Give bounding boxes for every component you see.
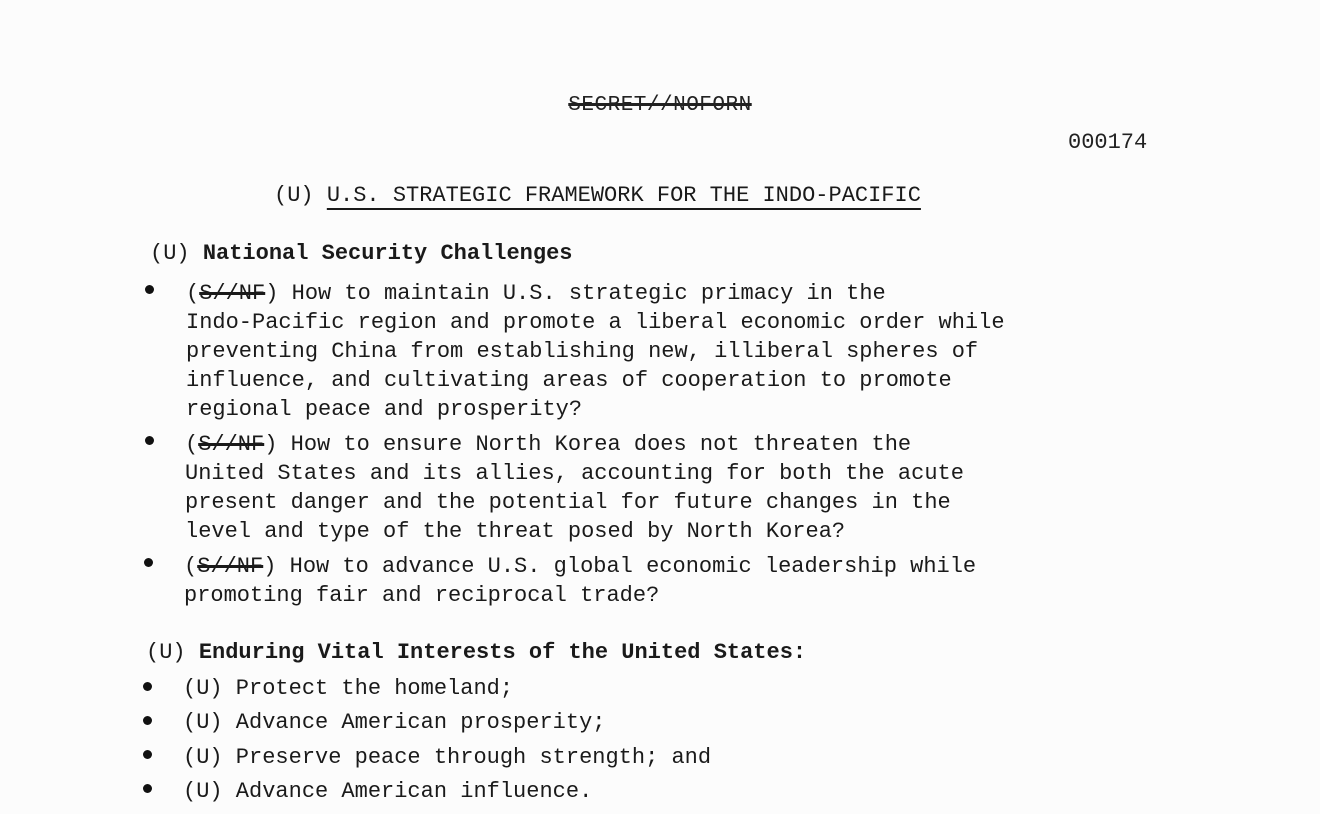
- challenges-heading-text: National Security Challenges: [202, 241, 573, 266]
- challenge-line: United States and its allies, accounting for both the acute: [185, 461, 964, 486]
- challenge-line: preventing China from establishing new, illiberal spheres of: [186, 339, 979, 364]
- challenge-item-1: [186, 279, 1005, 424]
- challenge-line: regional peace and prosperity?: [186, 397, 583, 422]
- title-marking: (U): [274, 183, 314, 208]
- challenges-heading-marking: (U): [150, 241, 190, 266]
- paren-close: ): [264, 432, 278, 457]
- paren-open: (: [184, 554, 198, 579]
- paren-open: (: [186, 281, 200, 306]
- challenge-item-3: [184, 552, 976, 610]
- classification-portion-marking: S//NF: [198, 432, 265, 457]
- bullet-icon: [144, 558, 153, 567]
- bullet-icon: [145, 285, 154, 294]
- interests-heading: [146, 640, 806, 665]
- interest-item-3: (U) Preserve peace through strength; and: [183, 745, 712, 770]
- challenge-line: How to advance U.S. global economic leadership while: [276, 554, 977, 579]
- classification-portion-marking: S//NF: [197, 554, 264, 579]
- challenge-line: promoting fair and reciprocal trade?: [184, 583, 660, 608]
- challenge-line: Indo-Pacific region and promote a liberal economic order while: [186, 310, 1005, 335]
- challenges-heading: [150, 241, 572, 266]
- classification-portion-marking: S//NF: [199, 281, 266, 306]
- interest-item-4: (U) Advance American influence.: [183, 779, 593, 804]
- challenge-line: influence, and cultivating areas of cooperation to promote: [186, 368, 952, 393]
- challenge-line: level and type of the threat posed by North Korea?: [185, 519, 846, 544]
- paren-close: ): [265, 281, 279, 306]
- interest-item-2: (U) Advance American prosperity;: [183, 710, 606, 735]
- document-number: 000174: [1068, 130, 1148, 155]
- bullet-icon: [143, 716, 152, 725]
- interests-heading-text: Enduring Vital Interests of the United States:: [198, 640, 807, 665]
- paren-open: (: [185, 432, 199, 457]
- challenge-line: present danger and the potential for future changes in the: [185, 490, 951, 515]
- classification-marking: SECRET//NOFORN: [568, 94, 752, 117]
- interests-heading-marking: (U): [146, 640, 186, 665]
- bullet-icon: [143, 750, 152, 759]
- challenge-line: How to ensure North Korea does not threaten the: [277, 432, 912, 457]
- paren-close: ): [263, 554, 277, 579]
- challenge-line: How to maintain U.S. strategic primacy in the: [278, 281, 886, 306]
- interest-item-1: (U) Protect the homeland;: [183, 676, 514, 701]
- challenge-item-2: [185, 430, 964, 546]
- bullet-icon: [143, 784, 152, 793]
- bullet-icon: [143, 682, 152, 691]
- title-text: U.S. STRATEGIC FRAMEWORK FOR THE INDO-PACIFIC: [326, 183, 921, 208]
- document-title: [274, 183, 921, 208]
- bullet-icon: [145, 436, 154, 445]
